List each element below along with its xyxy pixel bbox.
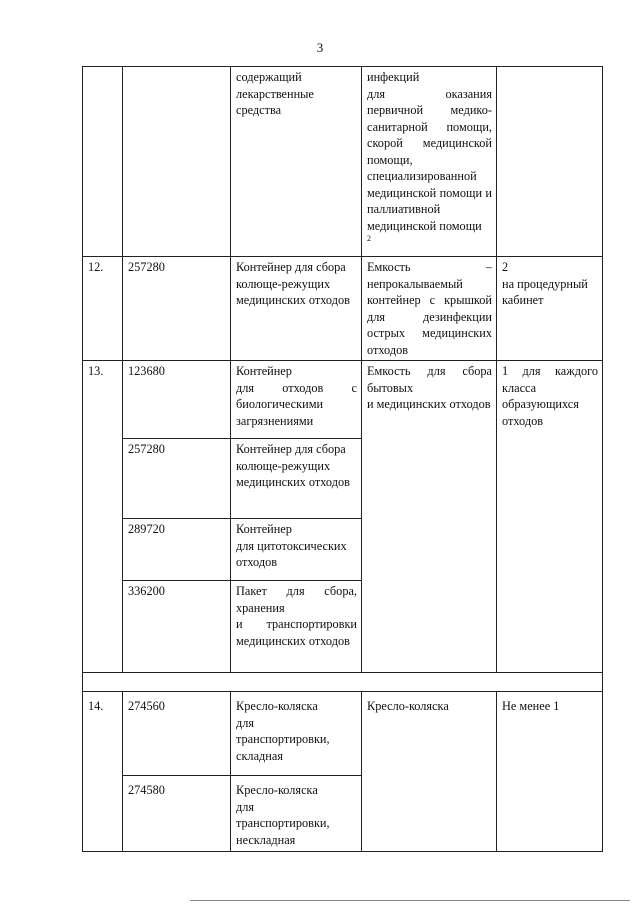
page-edge-line	[190, 900, 630, 901]
quantity-cell: 2 на процедурный кабинет	[497, 257, 603, 361]
code-cell: 257280	[123, 257, 231, 361]
row-number-cell	[83, 67, 123, 257]
row-number-cell: 13.	[83, 361, 123, 673]
description-cell: инфекций для оказания первичной медико-санитарной помощи, скорой медицинской помощи, специализированной медицинской помощи и паллиативной медицинской помощи $^2$	[362, 67, 497, 257]
name-cell: Кресло-коляска для транспортировки, нескладная	[231, 776, 362, 852]
name-cell: Контейнер для отходов с биологическими загрязнениями	[231, 361, 362, 439]
name-cell: Контейнер для сбора колюще-режущих медицинских отходов	[231, 257, 362, 361]
row-number-cell: 12.	[83, 257, 123, 361]
page-number: 3	[316, 40, 324, 55]
table-row	[83, 361, 603, 439]
name-cell: содержащий лекарственные средства	[231, 67, 362, 257]
description-cell: Емкость – непрокалываемый контейнер с крышкой для дезинфекции острых медицинских отходов	[362, 257, 497, 361]
table-row	[83, 257, 603, 361]
description-cell: Емкость для сбора бытовых и медицинских отходов	[362, 361, 497, 673]
code-cell: 289720	[123, 519, 231, 581]
name-cell: Кресло-коляска для транспортировки, складная	[231, 692, 362, 776]
name-cell: Контейнер для сбора колюще-режущих медицинских отходов	[231, 439, 362, 519]
code-cell: 336200	[123, 581, 231, 673]
table-spacer	[83, 673, 603, 692]
code-cell	[123, 67, 231, 257]
quantity-cell	[497, 67, 603, 257]
description-cell: Кресло-коляска	[362, 692, 497, 852]
table-row	[83, 692, 603, 776]
code-cell: 257280	[123, 439, 231, 519]
code-cell: 123680	[123, 361, 231, 439]
quantity-cell: 1 для каждого класса образующихся отходов	[497, 361, 603, 673]
name-cell: Пакет для сбора, хранения и транспортировки медицинских отходов	[231, 581, 362, 673]
equipment-table	[82, 66, 603, 852]
name-cell: Контейнер для цитотоксических отходов	[231, 519, 362, 581]
quantity-cell: Не менее 1	[497, 692, 603, 852]
footnote-mark: 2	[367, 233, 371, 243]
row-number-cell: 14.	[83, 692, 123, 852]
table-row	[83, 67, 603, 257]
code-cell: 274560	[123, 692, 231, 776]
code-cell: 274580	[123, 776, 231, 852]
